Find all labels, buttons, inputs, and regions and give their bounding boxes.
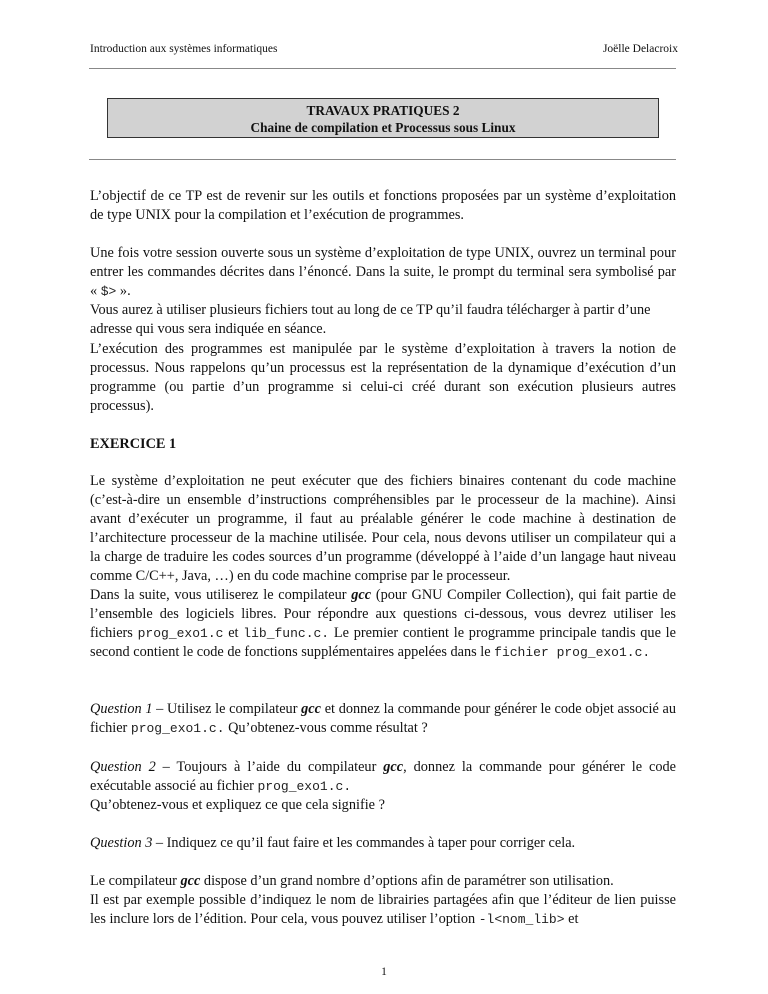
question-2-label: Question 2 [90, 759, 156, 775]
title-rule [89, 159, 676, 160]
intro-paragraph-3: L’exécution des programmes est manipulée par le système d’exploitation à travers la notion de processus. Nous rappelons qu’un processus est la représentation de la dynamique d’exécution d’un programme (ou partie d’un programme si celui-ci créé durant son exécution plusieurs autres processus). [90, 341, 676, 414]
question-2: Question 2 – Toujours à l’aide du compilateur gcc, donnez la commande pour générer le code exécutable associé au fichier prog_exo1.c. Qu’obtenez-vous et expliquez ce que cela signifie ? [90, 759, 676, 813]
file-lib-func: lib_func.c. [243, 626, 330, 641]
question-3: Question 3 – Indiquez ce qu’il faut faire et les commandes à taper pour corriger cela. [90, 835, 576, 851]
intro-paragraph-2: Une fois votre session ouverte sous un système d’exploitation de type UNIX, ouvrez un terminal pour entrer les commandes décrites dans l’énoncé. Dans la suite, le prompt du terminal sera symbolisé par « $> ». Vous aurez à utiliser plusieurs fichiers tout au long de ce TP qu’il faudra télécharger à partir d’une adresse qui vous sera indiquée en séance. [90, 245, 676, 337]
exercise-paragraph-2: Le compilateur gcc dispose d’un grand nombre d’options afin de paramétrer son utilisation. Il est par exemple possible d’indiquez le nom de librairies partagées afin que l’éditeur de lien puisse les inclure lors de l’édition. Pour cela, vous pouvez utiliser l’option -l<nom_lib> et [90, 873, 676, 927]
title-line-2: Chaine de compilation et Processus sous Linux [250, 120, 516, 135]
question-1-label: Question 1 [90, 701, 153, 717]
title-box [107, 98, 659, 138]
header-course-title: Introduction aux systèmes informatiques [90, 43, 278, 55]
prompt-symbol: $> [100, 284, 117, 299]
header-rule [89, 68, 676, 69]
question-3-label: Question 3 [90, 835, 153, 851]
question-1: Question 1 – Utilisez le compilateur gcc et donnez la commande pour générer le code objet associé au fichier prog_exo1.c. Qu’obtenez-vous comme résultat ? [90, 701, 676, 736]
gcc-term: gcc [351, 587, 372, 603]
exercise-heading: EXERCICE 1 [90, 436, 177, 452]
option-l: -l<nom_lib> [478, 912, 565, 927]
page-number: 1 [381, 966, 387, 978]
header-author: Joëlle Delacroix [602, 43, 678, 55]
file-prog-exo1: prog_exo1.c [137, 626, 224, 641]
exercise-paragraph-1: Le système d’exploitation ne peut exécuter que des fichiers binaires contenant du code machine (c’est-à-dire un ensemble d’instructions compréhensibles par le processeur de la machine). Ainsi avant d’exécuter un programme, il faut au préalable générer le code machine à destination de l’architecture processeur de la machine utilisée. Pour cela, nous devons utiliser un compilateur qui a la charge de traduire les codes sources d’un programme (développé à l’aide d’un langage haut niveau comme C/C++, Java, …) en du code machine comprise par le processeur. Dans la suite, vous utiliserez le compilateur gcc (pour GNU Compiler Collection), qui fait partie de l’ensemble des logiciels libres. Pour répondre aux questions ci-dessous, vous devrez utiliser les fichiers prog_exo1.c et lib_func.c. Le premier contient le programme principale tandis que le second contient le code de fonctions supplémentaires appelées dans le fichier prog_exo1.c. [90, 473, 676, 660]
intro-paragraph-1: L’objectif de ce TP est de revenir sur les outils et fonctions proposées par un système d’exploitation de type UNIX pour la compilation et l’exécution de programmes. [90, 188, 676, 223]
file-prog-exo1-ref: fichier prog_exo1.c. [494, 645, 651, 660]
title-line-1: TRAVAUX PRATIQUES 2 [306, 103, 460, 118]
